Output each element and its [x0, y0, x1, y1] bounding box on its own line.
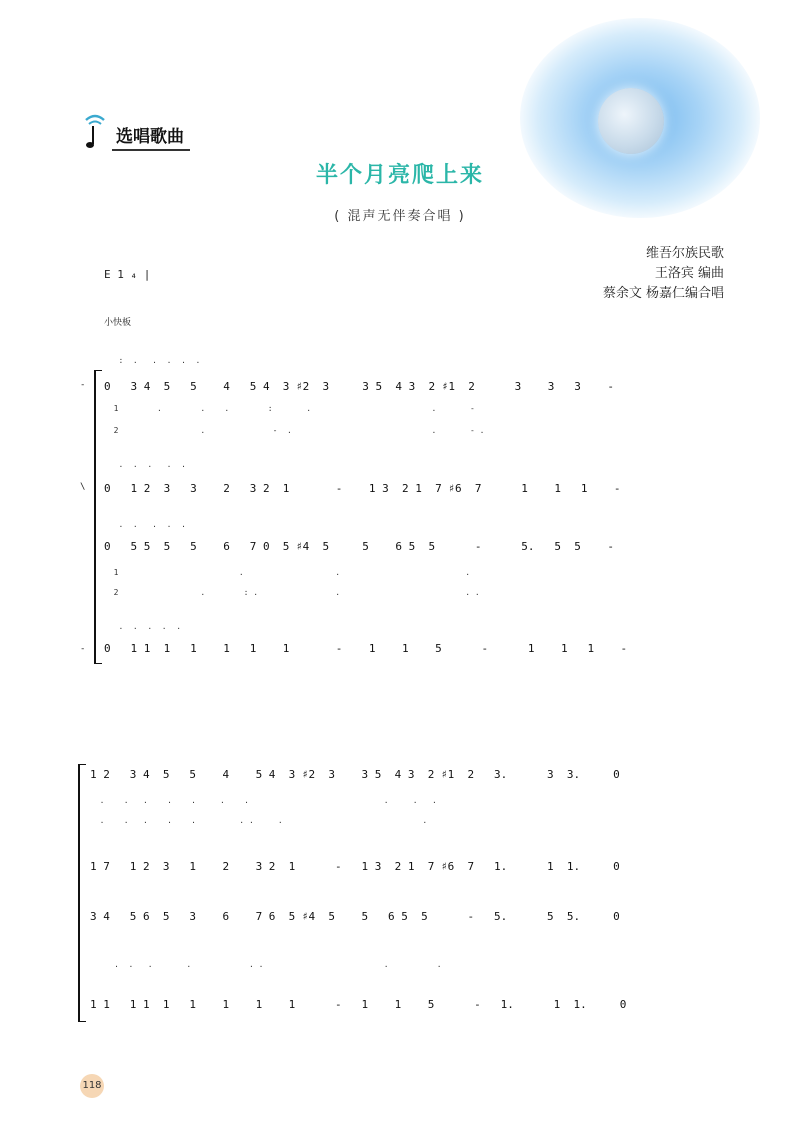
tenor-divisi-2: . . . . . . . . [90, 960, 442, 969]
tenor-divisi-1: 1 . . . [104, 568, 471, 577]
bass-octave-dots: . . . . . [104, 622, 182, 631]
section-badge [80, 112, 190, 152]
song-subtitle: ( 混声无伴奏合唱 ) [334, 209, 466, 224]
soprano-divisi-2-2: . . . . . . . . . [90, 816, 428, 825]
soprano-divisi-2-1: . . . . . . . . . . [90, 796, 437, 805]
soprano-octave-dots: : . . . . . [104, 356, 201, 365]
system-1-brace [94, 370, 102, 664]
page-number: 118 [80, 1074, 104, 1098]
music-note-icon [80, 112, 110, 152]
soprano-line: 0 3 4 5 5 4 5 4 3 ♯2 3 3 5 4 3 2 ♯1 2 3 3 3 - [104, 380, 614, 393]
moon-illustration [598, 88, 664, 154]
system-2-brace [78, 764, 86, 1022]
part-mark: - [80, 380, 86, 390]
credits [603, 244, 724, 304]
tempo-marking: 小快板 [104, 318, 132, 328]
soprano-divisi-2: 2 . - . . - . [104, 426, 485, 435]
tenor-line: 0 5 5 5 5 6 7 0 5 ♯4 5 5 6 5 5 - 5. 5 5 - [104, 540, 614, 553]
key-signature: E 1 ₄ | [104, 268, 151, 281]
soprano-line-2: 1 2 3 4 5 5 4 5 4 3 ♯2 3 3 5 4 3 2 ♯1 2 3. 3 3. 0 [90, 768, 620, 781]
soprano-divisi-1: 1 . . . : . . - [104, 404, 475, 413]
tenor-line-2: 3 4 5 6 5 3 6 7 6 5 ♯4 5 5 6 5 5 - 5. 5 5. 0 [90, 910, 620, 923]
alto-line-2: 1 7 1 2 3 1 2 3 2 1 - 1 3 2 1 7 ♯6 7 1. 1 1. 0 [90, 860, 620, 873]
bass-line-2: 1 1 1 1 1 1 1 1 1 - 1 1 5 - 1. 1 1. 0 [90, 998, 627, 1011]
tenor-octave-dots: . . . . . [104, 520, 186, 529]
section-label: 选唱歌曲 [112, 122, 190, 151]
credit-choral-arrangers: 蔡余文 杨嘉仁编合唱 [602, 286, 724, 301]
credit-arranger: 王洛宾 编曲 [654, 266, 724, 281]
song-title: 半个月亮爬上来 [315, 162, 484, 188]
tenor-divisi-2: 2 . : . . . . [104, 588, 480, 597]
alto-line: 0 1 2 3 3 2 3 2 1 - 1 3 2 1 7 ♯6 7 1 1 1 - [104, 482, 621, 495]
part-mark: \ [80, 482, 86, 492]
credit-origin: 维吾尔族民歌 [645, 246, 724, 261]
alto-octave-dots: . . . . . [104, 460, 186, 469]
bass-line: 0 1 1 1 1 1 1 1 - 1 1 5 - 1 1 1 - [104, 642, 628, 655]
part-mark: - [80, 644, 86, 654]
